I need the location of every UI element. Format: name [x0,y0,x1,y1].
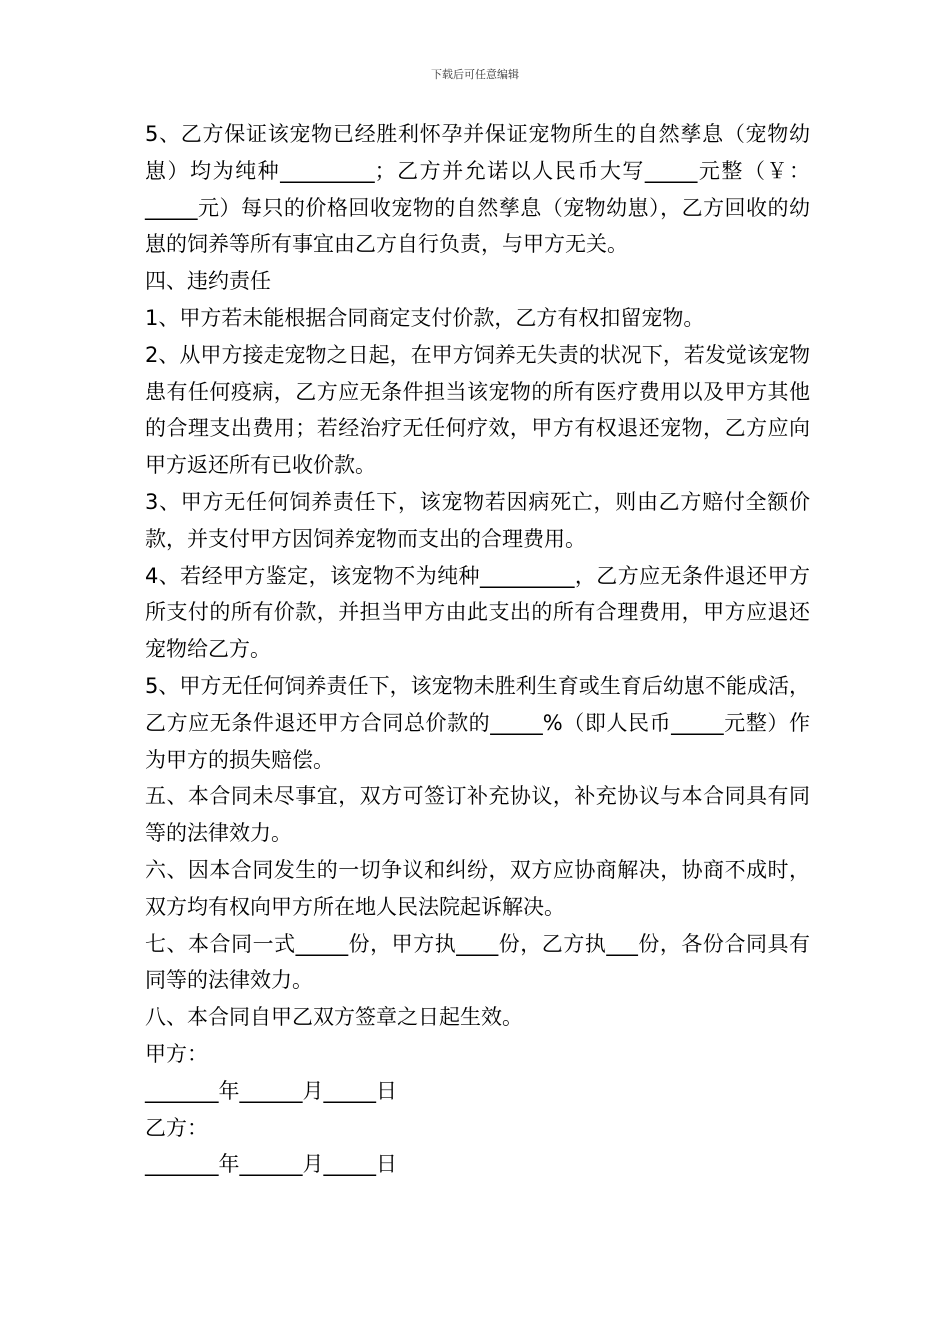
section-7-copies: 七、本合同一式_____份，甲方执____份，乙方执___份，各份合同具有同等的法律效力。 [145,931,810,993]
clause-5-offspring: 5、乙方保证该宠物已经胜利怀孕并保证宠物所生的自然孳息（宠物幼崽）均为纯种_________；乙方并允诺以人民币大写_____元整（￥：_____元）每只的价格回收宠物的自然孳息（宠物幼崽），乙方回收的幼崽的饲养等所有事宜由乙方自行负责，与甲方无关。 [145,122,810,257]
party-b-date: _______年______月_____日 [145,1152,397,1177]
clause-breach-3: 3、甲方无任何饲养责任下，该宠物若因病死亡，则由乙方赔付全额价款，并支付甲方因饲养宠物而支出的合理费用。 [145,489,810,551]
page-header: 下载后可任意编辑 [431,68,519,81]
clause-breach-2: 2、从甲方接走宠物之日起，在甲方饲养无失责的状况下，若发觉该宠物患有任何疫病，乙方应无条件担当该宠物的所有医疗费用以及甲方其他的合理支出费用；若经治疗无任何疗效，甲方有权退还宠物，乙方应向甲方返还所有已收价款。 [145,342,810,478]
party-a-label: 甲方： [145,1041,208,1066]
party-a-date: _______年______月_____日 [145,1078,397,1103]
section-heading-breach: 四、违约责任 [145,269,271,294]
section-5-supplement: 五、本合同未尽事宜，双方可签订补充协议，补充协议与本合同具有同等的法律效力。 [145,784,810,846]
clause-breach-4: 4、若经甲方鉴定，该宠物不为纯种_________，乙方应无条件退还甲方所支付的所有价款，并担当甲方由此支出的所有合理费用，甲方应退还宠物给乙方。 [145,563,810,662]
clause-breach-1: 1、甲方若未能根据合同商定支付价款，乙方有权扣留宠物。 [145,305,705,330]
section-6-disputes: 六、因本合同发生的一切争议和纠纷，双方应协商解决，协商不成时，双方均有权向甲方所在地人民法院起诉解决。 [145,857,810,919]
document-body [145,116,810,1183]
party-b-label: 乙方： [145,1115,208,1140]
clause-breach-5: 5、甲方无任何饲养责任下，该宠物未胜利生育或生育后幼崽不能成活，乙方应无条件退还甲方合同总价款的_____%（即人民币_____元整）作为甲方的损失赔偿。 [145,673,810,772]
section-8-effective: 八、本合同自甲乙双方签章之日起生效。 [145,1005,523,1030]
